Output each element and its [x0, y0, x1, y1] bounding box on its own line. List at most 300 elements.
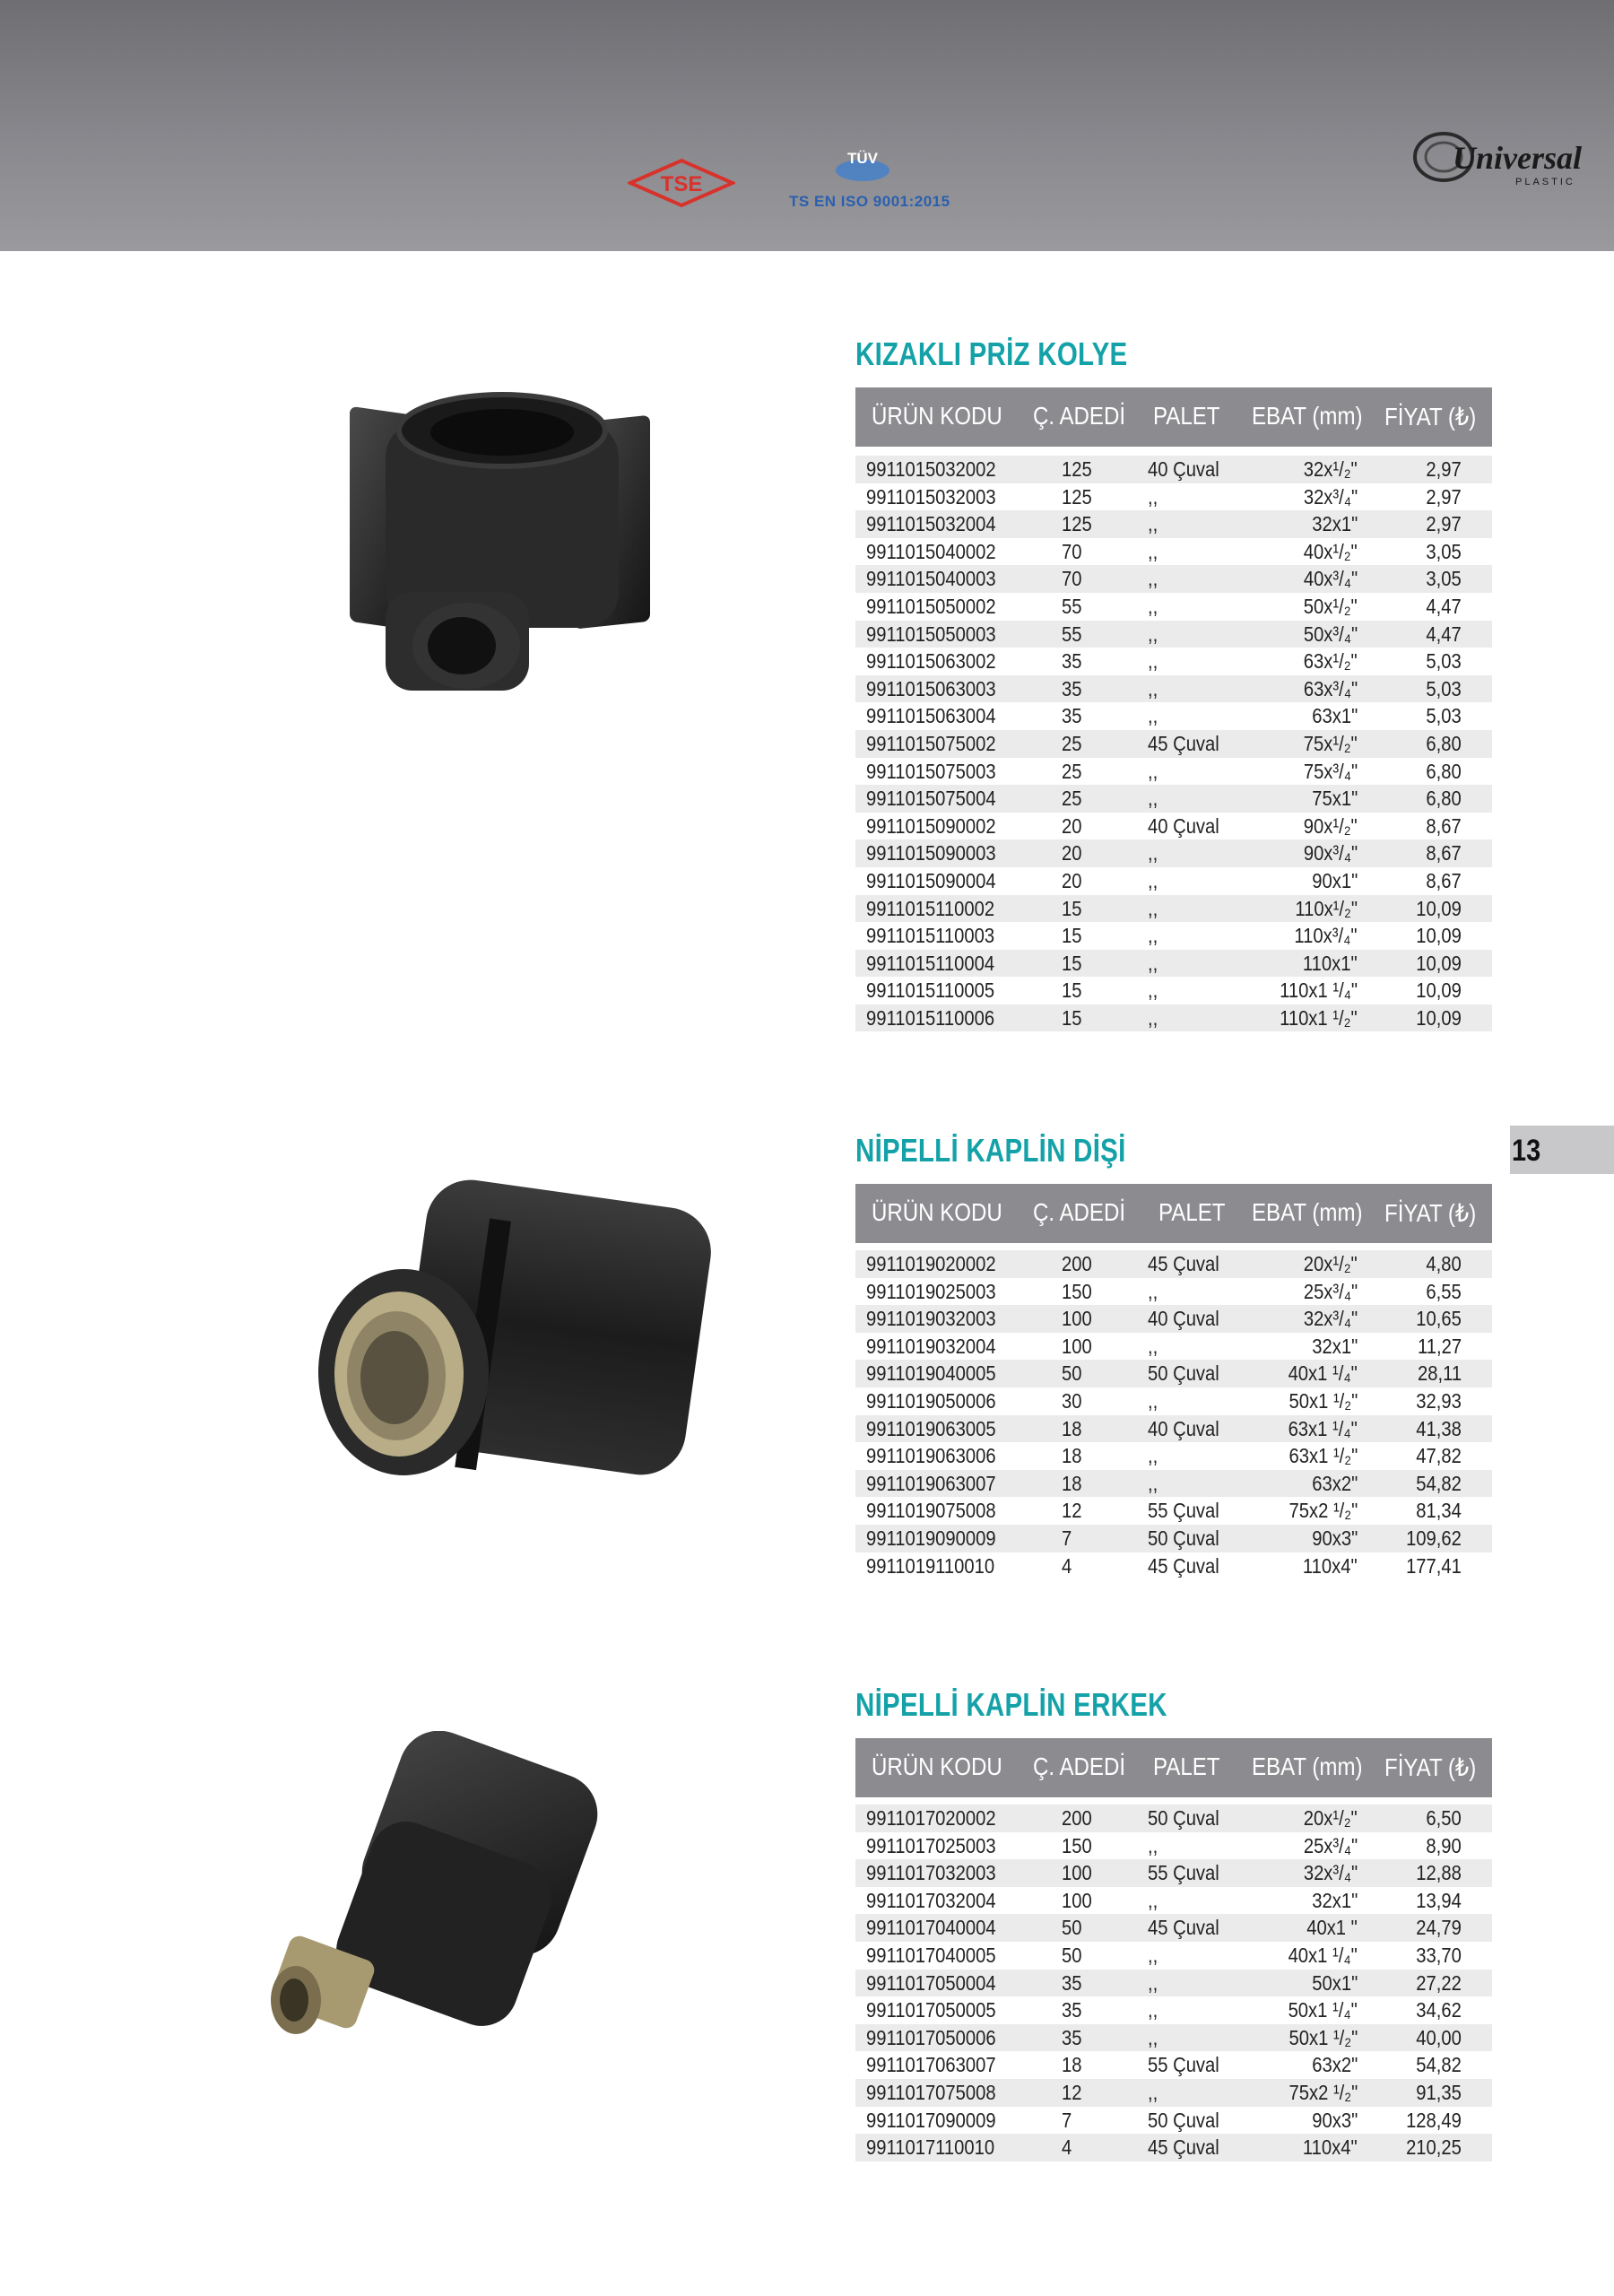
product-table — [855, 1250, 1492, 1579]
pallet: ,, — [1148, 2025, 1158, 2049]
package-quantity: 20 — [1062, 868, 1082, 892]
price: 2,97 — [1426, 512, 1462, 536]
size: 110x³/₄" — [1294, 924, 1358, 948]
size: 40x1 ¹/₄" — [1288, 1943, 1358, 1967]
table-row — [855, 1832, 1492, 1860]
size: 50x1 ¹/₂" — [1289, 2025, 1358, 2049]
product-image-kaplin-erkek — [242, 1731, 664, 2081]
table-row — [855, 1970, 1492, 1997]
price: 81,34 — [1416, 1499, 1462, 1523]
package-quantity: 25 — [1062, 731, 1082, 755]
price: 11,27 — [1417, 1334, 1462, 1358]
product-code: 9911017090009 — [866, 2108, 996, 2132]
table-row — [855, 1859, 1492, 1887]
size: 32x¹/₂" — [1304, 457, 1358, 481]
table-row — [855, 950, 1492, 978]
table-row — [855, 2134, 1492, 2161]
size: 32x1" — [1311, 1888, 1358, 1912]
table-row — [855, 593, 1492, 621]
table-row — [855, 895, 1492, 923]
product-code: 9911019090009 — [866, 1526, 996, 1550]
package-quantity: 35 — [1062, 2025, 1082, 2049]
column-header: Ç. ADEDİ — [1033, 1198, 1126, 1226]
product-code: 9911019063006 — [866, 1444, 996, 1468]
package-quantity: 70 — [1062, 567, 1082, 591]
price: 6,50 — [1426, 1806, 1462, 1830]
table-row — [855, 1914, 1492, 1942]
size: 25x³/₄" — [1303, 1833, 1358, 1857]
product-code: 9911015110002 — [866, 896, 995, 920]
pallet: 45 Çuval — [1148, 1553, 1219, 1578]
product-code: 9911015050002 — [866, 594, 996, 618]
table-row — [855, 456, 1492, 483]
pallet: ,, — [1148, 1970, 1158, 1995]
pallet: ,, — [1148, 649, 1158, 674]
table-row — [855, 867, 1492, 895]
product-code: 9911017050004 — [866, 1970, 996, 1995]
price: 8,90 — [1426, 1833, 1462, 1857]
price: 54,82 — [1416, 2053, 1462, 2077]
price: 47,82 — [1416, 1444, 1462, 1468]
product-code: 9911015050003 — [866, 622, 996, 646]
price: 5,03 — [1426, 649, 1462, 674]
product-code: 9911019110010 — [866, 1553, 995, 1578]
section-title: KIZAKLI PRİZ KOLYE — [855, 335, 1128, 372]
pallet: 50 Çuval — [1148, 1806, 1219, 1830]
product-code: 9911019040005 — [866, 1361, 996, 1386]
price: 12,88 — [1416, 1861, 1462, 1885]
product-image-kaplin-disi — [296, 1175, 726, 1516]
size: 63x1" — [1311, 704, 1358, 728]
price: 33,70 — [1416, 1943, 1462, 1967]
package-quantity: 35 — [1062, 1970, 1082, 1995]
table-row — [855, 483, 1492, 511]
table-row — [855, 1333, 1492, 1361]
size: 40x1 ¹/₄" — [1288, 1361, 1358, 1386]
price: 6,55 — [1426, 1279, 1462, 1303]
size: 40x¹/₂" — [1304, 539, 1358, 563]
size: 32x1" — [1311, 512, 1358, 536]
price: 5,03 — [1426, 676, 1462, 700]
table-header — [855, 1738, 1492, 1797]
package-quantity: 150 — [1062, 1833, 1092, 1857]
pallet: ,, — [1148, 1998, 1158, 2022]
price: 13,94 — [1416, 1888, 1462, 1912]
table-row — [855, 2107, 1492, 2135]
size: 32x1" — [1311, 1334, 1358, 1358]
product-code: 9911015110005 — [866, 978, 995, 1003]
price: 6,80 — [1426, 787, 1462, 811]
price: 109,62 — [1406, 1526, 1462, 1550]
column-header: PALET — [1153, 1752, 1220, 1780]
product-code: 9911017110010 — [866, 2135, 995, 2160]
product-code: 9911019020002 — [866, 1252, 996, 1275]
package-quantity: 50 — [1062, 1361, 1082, 1386]
size: 63x1 ¹/₄" — [1288, 1416, 1358, 1440]
product-code: 9911015075003 — [866, 759, 996, 783]
product-code: 9911015063002 — [866, 649, 996, 674]
product-code: 9911015110004 — [866, 951, 995, 975]
package-quantity: 15 — [1062, 896, 1082, 920]
pallet: ,, — [1148, 539, 1158, 563]
product-code: 9911019063007 — [866, 1471, 996, 1495]
pallet: 55 Çuval — [1148, 1499, 1219, 1523]
table-row — [855, 1497, 1492, 1525]
column-header: FİYAT (₺) — [1384, 403, 1477, 430]
table-row — [855, 538, 1492, 566]
price: 28,11 — [1417, 1361, 1462, 1386]
table-row — [855, 1996, 1492, 2024]
table-row — [855, 813, 1492, 840]
price: 3,05 — [1426, 567, 1462, 591]
size: 20x¹/₂" — [1304, 1252, 1358, 1275]
size: 90x³/₄" — [1303, 841, 1358, 865]
table-row — [855, 758, 1492, 786]
size: 90x3" — [1311, 2108, 1358, 2132]
price: 4,80 — [1426, 1252, 1462, 1275]
column-header: PALET — [1153, 402, 1220, 430]
product-code: 9911015090003 — [866, 841, 996, 865]
table-row — [855, 1552, 1492, 1580]
pallet: ,, — [1148, 484, 1158, 509]
table-row — [855, 2051, 1492, 2079]
table-row — [855, 1805, 1492, 1832]
package-quantity: 35 — [1062, 649, 1082, 674]
price: 128,49 — [1406, 2108, 1462, 2132]
product-code: 9911015110006 — [866, 1005, 995, 1030]
pallet: 45 Çuval — [1148, 1252, 1219, 1275]
product-code: 9911015075004 — [866, 787, 996, 811]
pallet: ,, — [1148, 567, 1158, 591]
package-quantity: 25 — [1062, 787, 1082, 811]
pallet: ,, — [1148, 978, 1158, 1003]
column-header: ÜRÜN KODU — [872, 1752, 1002, 1780]
package-quantity: 100 — [1062, 1307, 1092, 1331]
pallet: 40 Çuval — [1148, 1307, 1219, 1331]
pallet: 40 Çuval — [1148, 1416, 1219, 1440]
price: 6,80 — [1426, 731, 1462, 755]
size: 75x1" — [1311, 787, 1358, 811]
product-code: 9911015032003 — [866, 484, 996, 509]
table-row — [855, 675, 1492, 703]
product-code: 9911017050005 — [866, 1998, 996, 2022]
size: 50x1 ¹/₂" — [1289, 1388, 1358, 1413]
product-code: 9911019063005 — [866, 1416, 996, 1440]
price: 24,79 — [1416, 1916, 1462, 1940]
size: 75x¹/₂" — [1304, 731, 1358, 755]
product-code: 9911019050006 — [866, 1388, 996, 1413]
product-code: 9911015032002 — [866, 457, 996, 481]
package-quantity: 7 — [1062, 1526, 1072, 1550]
product-code: 9911015040003 — [866, 567, 996, 591]
size: 75x2 ¹/₂" — [1289, 2080, 1358, 2104]
product-code: 9911017050006 — [866, 2025, 996, 2049]
table-row — [855, 839, 1492, 867]
pallet: ,, — [1148, 594, 1158, 618]
pallet: ,, — [1148, 1471, 1158, 1495]
product-code: 9911017025003 — [866, 1833, 996, 1857]
pallet: 45 Çuval — [1148, 2135, 1219, 2160]
package-quantity: 55 — [1062, 622, 1082, 646]
pallet: ,, — [1148, 512, 1158, 536]
pallet: 50 Çuval — [1148, 2108, 1219, 2132]
section-title: NİPELLİ KAPLİN DİŞİ — [855, 1132, 1126, 1169]
column-header: EBAT (mm) — [1252, 402, 1363, 430]
price: 91,35 — [1416, 2080, 1462, 2104]
package-quantity: 18 — [1062, 1444, 1082, 1468]
pallet: 55 Çuval — [1148, 1861, 1219, 1885]
pallet: ,, — [1148, 1388, 1158, 1413]
package-quantity: 35 — [1062, 1998, 1082, 2022]
price: 54,82 — [1416, 1471, 1462, 1495]
package-quantity: 15 — [1062, 1005, 1082, 1030]
size: 20x¹/₂" — [1304, 1806, 1358, 1830]
package-quantity: 20 — [1062, 813, 1082, 838]
size: 75x2 ¹/₂" — [1289, 1499, 1358, 1523]
package-quantity: 200 — [1062, 1806, 1092, 1830]
price: 6,80 — [1426, 759, 1462, 783]
pallet: ,, — [1148, 868, 1158, 892]
size: 50x1 ¹/₄" — [1288, 1998, 1358, 2022]
table-header — [855, 387, 1492, 447]
pallet: ,, — [1148, 1279, 1158, 1303]
universal-plastic-logo — [1408, 117, 1596, 197]
pallet: ,, — [1148, 622, 1158, 646]
product-table — [855, 456, 1492, 1031]
size: 110x1 ¹/₂" — [1280, 1005, 1358, 1030]
table-row — [855, 648, 1492, 675]
price: 40,00 — [1416, 2025, 1462, 2049]
header-banner — [0, 0, 1614, 251]
brand-sub: PLASTIC — [1515, 177, 1575, 187]
package-quantity: 15 — [1062, 951, 1082, 975]
pallet: ,, — [1148, 1444, 1158, 1468]
table-row — [855, 2079, 1492, 2107]
package-quantity: 50 — [1062, 1916, 1082, 1940]
package-quantity: 35 — [1062, 676, 1082, 700]
pallet: ,, — [1148, 1943, 1158, 1967]
package-quantity: 55 — [1062, 594, 1082, 618]
product-code: 9911015090002 — [866, 813, 996, 838]
package-quantity: 4 — [1062, 1553, 1072, 1578]
product-code: 9911017040004 — [866, 1916, 996, 1940]
package-quantity: 18 — [1062, 2053, 1082, 2077]
package-quantity: 100 — [1062, 1334, 1092, 1358]
size: 32x³/₄" — [1303, 484, 1358, 509]
product-code: 9911015040002 — [866, 539, 996, 563]
size: 75x³/₄" — [1303, 759, 1358, 783]
column-header: FİYAT (₺) — [1384, 1199, 1477, 1227]
product-code: 9911015110003 — [866, 924, 995, 948]
price: 10,09 — [1416, 1005, 1462, 1030]
price: 4,47 — [1426, 594, 1462, 618]
product-code: 9911019075008 — [866, 1499, 996, 1523]
tse-logo-icon — [628, 158, 735, 208]
table-row — [855, 977, 1492, 1004]
pallet: ,, — [1148, 924, 1158, 948]
product-code: 9911019032003 — [866, 1307, 996, 1331]
page-number: 13 — [1512, 1134, 1541, 1168]
column-header: PALET — [1158, 1198, 1226, 1226]
size: 90x¹/₂" — [1304, 813, 1358, 838]
pallet: 50 Çuval — [1148, 1526, 1219, 1550]
package-quantity: 4 — [1062, 2135, 1072, 2160]
column-header: Ç. ADEDİ — [1033, 402, 1126, 430]
price: 10,09 — [1416, 951, 1462, 975]
product-code: 9911017063007 — [866, 2053, 996, 2077]
package-quantity: 125 — [1062, 512, 1092, 536]
package-quantity: 150 — [1062, 1279, 1092, 1303]
size: 32x³/₄" — [1303, 1861, 1358, 1885]
pallet: ,, — [1148, 841, 1158, 865]
table-row — [855, 510, 1492, 538]
price: 8,67 — [1426, 841, 1462, 865]
table-row — [855, 702, 1492, 730]
package-quantity: 18 — [1062, 1471, 1082, 1495]
product-code: 9911017040005 — [866, 1943, 996, 1967]
column-header: EBAT (mm) — [1252, 1752, 1363, 1780]
product-code: 9911015090004 — [866, 868, 996, 892]
package-quantity: 15 — [1062, 924, 1082, 948]
pallet: ,, — [1148, 951, 1158, 975]
table-row — [855, 1887, 1492, 1915]
size: 110x4" — [1303, 2135, 1358, 2160]
pallet: ,, — [1148, 2080, 1158, 2104]
brand-name: Universal — [1453, 140, 1582, 176]
size: 63x2" — [1311, 1471, 1358, 1495]
table-row — [855, 1250, 1492, 1278]
column-header: FİYAT (₺) — [1384, 1753, 1477, 1781]
price: 10,09 — [1416, 924, 1462, 948]
price: 8,67 — [1426, 813, 1462, 838]
price: 177,41 — [1406, 1553, 1462, 1578]
pallet: ,, — [1148, 1334, 1158, 1358]
table-row — [855, 1004, 1492, 1032]
tuv-logo-text: TÜV — [847, 150, 878, 167]
table-row — [855, 621, 1492, 648]
table-row — [855, 1415, 1492, 1443]
package-quantity: 100 — [1062, 1861, 1092, 1885]
price: 4,47 — [1426, 622, 1462, 646]
size: 32x³/₄" — [1303, 1307, 1358, 1331]
table-row — [855, 565, 1492, 593]
size: 40x1 " — [1306, 1916, 1358, 1940]
size: 110x4" — [1303, 1553, 1358, 1578]
size: 63x¹/₂" — [1304, 649, 1358, 674]
table-row — [855, 1360, 1492, 1387]
price: 41,38 — [1416, 1416, 1462, 1440]
size: 50x³/₄" — [1303, 622, 1358, 646]
size: 63x2" — [1311, 2053, 1358, 2077]
size: 110x1" — [1303, 951, 1358, 975]
price: 3,05 — [1426, 539, 1462, 563]
size: 63x³/₄" — [1303, 676, 1358, 700]
package-quantity: 7 — [1062, 2108, 1072, 2132]
package-quantity: 200 — [1062, 1252, 1092, 1275]
table-header — [855, 1184, 1492, 1243]
package-quantity: 15 — [1062, 978, 1082, 1003]
package-quantity: 50 — [1062, 1943, 1082, 1967]
table-row — [855, 1942, 1492, 1970]
package-quantity: 30 — [1062, 1388, 1082, 1413]
product-code: 9911019032004 — [866, 1334, 996, 1358]
table-row — [855, 2024, 1492, 2052]
column-header: ÜRÜN KODU — [872, 1198, 1002, 1226]
table-row — [855, 785, 1492, 813]
product-table — [855, 1805, 1492, 2161]
tse-logo-text: TSE — [660, 172, 703, 196]
price: 2,97 — [1426, 457, 1462, 481]
pallet: 40 Çuval — [1148, 813, 1219, 838]
pallet: 50 Çuval — [1148, 1361, 1219, 1386]
size: 40x³/₄" — [1303, 567, 1358, 591]
size: 63x1 ¹/₂" — [1289, 1444, 1358, 1468]
price: 32,93 — [1416, 1388, 1462, 1413]
product-code: 9911017075008 — [866, 2080, 996, 2104]
size: 50x¹/₂" — [1304, 594, 1358, 618]
table-row — [855, 1470, 1492, 1498]
product-code: 9911015032004 — [866, 512, 996, 536]
package-quantity: 125 — [1062, 484, 1092, 509]
size: 25x³/₄" — [1303, 1279, 1358, 1303]
package-quantity: 18 — [1062, 1416, 1082, 1440]
page-number-tab — [1510, 1126, 1614, 1174]
table-row — [855, 1442, 1492, 1470]
product-image-priz-kolye — [332, 368, 690, 726]
size: 90x3" — [1311, 1526, 1358, 1550]
column-header: ÜRÜN KODU — [872, 402, 1002, 430]
product-code: 9911017020002 — [866, 1806, 996, 1830]
pallet: ,, — [1148, 704, 1158, 728]
product-code: 9911015063003 — [866, 676, 996, 700]
price: 5,03 — [1426, 704, 1462, 728]
size: 110x1 ¹/₄" — [1280, 978, 1358, 1003]
product-code: 9911015075002 — [866, 731, 996, 755]
table-row — [855, 1305, 1492, 1333]
product-code: 9911019025003 — [866, 1279, 996, 1303]
product-code: 9911017032004 — [866, 1888, 996, 1912]
pallet: ,, — [1148, 1888, 1158, 1912]
table-row — [855, 922, 1492, 950]
pallet: 45 Çuval — [1148, 1916, 1219, 1940]
price: 8,67 — [1426, 868, 1462, 892]
price: 10,09 — [1416, 896, 1462, 920]
size: 90x1" — [1311, 868, 1358, 892]
pallet: ,, — [1148, 676, 1158, 700]
section-title: NİPELLİ KAPLİN ERKEK — [855, 1686, 1167, 1723]
package-quantity: 100 — [1062, 1888, 1092, 1912]
pallet: ,, — [1148, 896, 1158, 920]
pallet: ,, — [1148, 787, 1158, 811]
package-quantity: 25 — [1062, 759, 1082, 783]
product-code: 9911015063004 — [866, 704, 996, 728]
pallet: 55 Çuval — [1148, 2053, 1219, 2077]
package-quantity: 125 — [1062, 457, 1092, 481]
table-row — [855, 1278, 1492, 1306]
package-quantity: 12 — [1062, 1499, 1082, 1523]
column-header: Ç. ADEDİ — [1033, 1752, 1126, 1780]
pallet: ,, — [1148, 1005, 1158, 1030]
pallet: 45 Çuval — [1148, 731, 1219, 755]
price: 10,65 — [1416, 1307, 1462, 1331]
price: 210,25 — [1406, 2135, 1462, 2160]
package-quantity: 20 — [1062, 841, 1082, 865]
table-row — [855, 1387, 1492, 1415]
pallet: ,, — [1148, 1833, 1158, 1857]
price: 10,09 — [1416, 978, 1462, 1003]
price: 27,22 — [1416, 1970, 1462, 1995]
pallet: 40 Çuval — [1148, 457, 1219, 481]
